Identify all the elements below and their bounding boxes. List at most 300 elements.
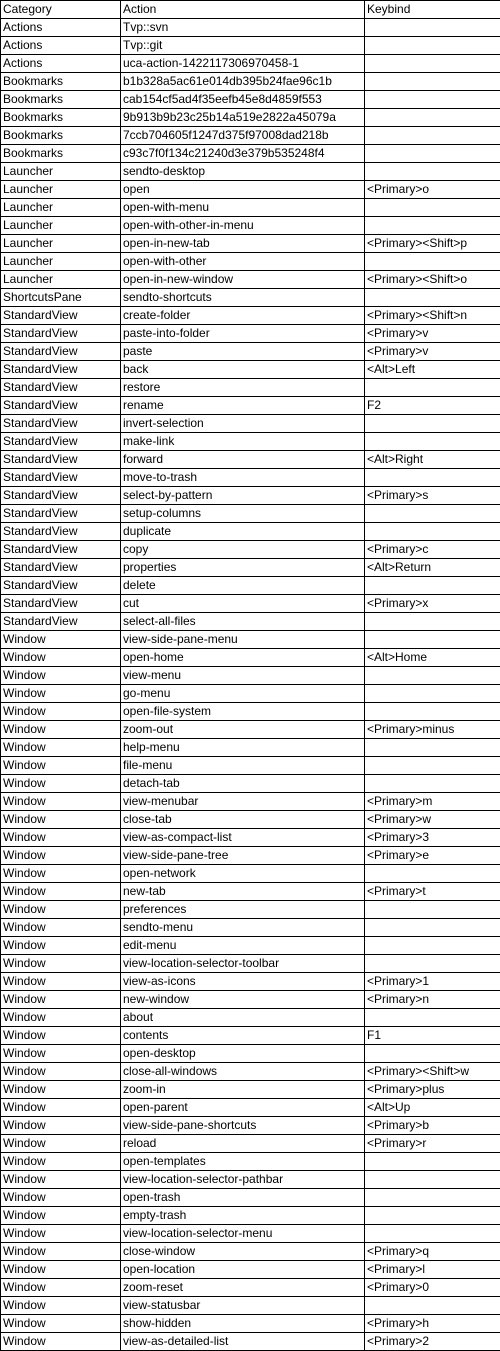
category-cell: Launcher bbox=[1, 253, 121, 271]
action-cell: select-by-pattern bbox=[121, 487, 365, 505]
action-cell: close-tab bbox=[121, 811, 365, 829]
table-row bbox=[1, 91, 500, 109]
category-cell: Window bbox=[1, 1189, 121, 1207]
category-cell: Window bbox=[1, 703, 121, 721]
action-cell: duplicate bbox=[121, 523, 365, 541]
action-cell: close-window bbox=[121, 1243, 365, 1261]
category-cell: Launcher bbox=[1, 271, 121, 289]
keybind-cell: <Primary>v bbox=[365, 325, 500, 343]
table-row bbox=[1, 559, 500, 577]
action-cell: Tvp::git bbox=[121, 37, 365, 55]
category-cell: StandardView bbox=[1, 577, 121, 595]
action-cell: detach-tab bbox=[121, 775, 365, 793]
category-cell: Window bbox=[1, 1063, 121, 1081]
category-cell: Window bbox=[1, 1243, 121, 1261]
category-cell: StandardView bbox=[1, 613, 121, 631]
category-cell: Window bbox=[1, 991, 121, 1009]
keybind-cell bbox=[365, 55, 500, 73]
keybind-cell bbox=[365, 775, 500, 793]
keybind-cell: <Primary>c bbox=[365, 541, 500, 559]
category-cell: Launcher bbox=[1, 217, 121, 235]
keybind-cell bbox=[365, 505, 500, 523]
table-row bbox=[1, 451, 500, 469]
action-cell: view-location-selector-toolbar bbox=[121, 955, 365, 973]
table-row bbox=[1, 757, 500, 775]
table-row bbox=[1, 1027, 500, 1045]
table-row bbox=[1, 1243, 500, 1261]
category-cell: Window bbox=[1, 1009, 121, 1027]
action-header: Action bbox=[121, 1, 365, 19]
action-cell: new-tab bbox=[121, 883, 365, 901]
action-cell: zoom-out bbox=[121, 721, 365, 739]
table-row bbox=[1, 199, 500, 217]
category-cell: Launcher bbox=[1, 235, 121, 253]
category-cell: Window bbox=[1, 775, 121, 793]
category-header: Category bbox=[1, 1, 121, 19]
action-cell: view-statusbar bbox=[121, 1297, 365, 1315]
category-cell: Window bbox=[1, 1207, 121, 1225]
action-cell: contents bbox=[121, 1027, 365, 1045]
action-cell: open-file-system bbox=[121, 703, 365, 721]
table-row bbox=[1, 1279, 500, 1297]
keybind-cell: <Alt>Home bbox=[365, 649, 500, 667]
category-cell: Window bbox=[1, 1171, 121, 1189]
action-cell: make-link bbox=[121, 433, 365, 451]
action-cell: back bbox=[121, 361, 365, 379]
category-cell: ShortcutsPane bbox=[1, 289, 121, 307]
table-row bbox=[1, 1153, 500, 1171]
table-row bbox=[1, 1171, 500, 1189]
table-row bbox=[1, 343, 500, 361]
category-cell: Bookmarks bbox=[1, 73, 121, 91]
table-row bbox=[1, 289, 500, 307]
category-cell: Window bbox=[1, 1261, 121, 1279]
table-row bbox=[1, 1225, 500, 1243]
table-row bbox=[1, 991, 500, 1009]
keybind-cell bbox=[365, 163, 500, 181]
table-row bbox=[1, 955, 500, 973]
action-cell: open-trash bbox=[121, 1189, 365, 1207]
category-cell: StandardView bbox=[1, 541, 121, 559]
keybind-cell bbox=[365, 667, 500, 685]
category-cell: Window bbox=[1, 1027, 121, 1045]
table-row bbox=[1, 1063, 500, 1081]
keybind-cell: <Primary>x bbox=[365, 595, 500, 613]
category-cell: Launcher bbox=[1, 199, 121, 217]
table-row bbox=[1, 829, 500, 847]
keybind-cell: <Primary>w bbox=[365, 811, 500, 829]
table-row bbox=[1, 775, 500, 793]
keybind-cell: <Primary><Shift>n bbox=[365, 307, 500, 325]
action-cell: file-menu bbox=[121, 757, 365, 775]
keybind-cell: <Primary>plus bbox=[365, 1081, 500, 1099]
category-cell: Window bbox=[1, 847, 121, 865]
keybind-cell: <Primary>0 bbox=[365, 1279, 500, 1297]
table-row bbox=[1, 181, 500, 199]
action-cell: open-with-other bbox=[121, 253, 365, 271]
keybind-cell bbox=[365, 739, 500, 757]
table-row bbox=[1, 523, 500, 541]
table-row bbox=[1, 1117, 500, 1135]
action-cell: open-in-new-window bbox=[121, 271, 365, 289]
table-row bbox=[1, 1099, 500, 1117]
keybind-cell bbox=[365, 199, 500, 217]
action-cell: rename bbox=[121, 397, 365, 415]
action-cell: sendto-desktop bbox=[121, 163, 365, 181]
header-row bbox=[1, 1, 500, 19]
action-cell: copy bbox=[121, 541, 365, 559]
table-row bbox=[1, 415, 500, 433]
category-cell: StandardView bbox=[1, 361, 121, 379]
keybind-cell bbox=[365, 523, 500, 541]
keybind-cell bbox=[365, 1297, 500, 1315]
category-cell: StandardView bbox=[1, 397, 121, 415]
keybind-cell bbox=[365, 865, 500, 883]
keybind-cell bbox=[365, 37, 500, 55]
table-row bbox=[1, 847, 500, 865]
table-row bbox=[1, 1135, 500, 1153]
category-cell: Window bbox=[1, 667, 121, 685]
table-row bbox=[1, 703, 500, 721]
keybind-cell: <Primary>q bbox=[365, 1243, 500, 1261]
action-cell: go-menu bbox=[121, 685, 365, 703]
action-cell: forward bbox=[121, 451, 365, 469]
action-cell: empty-trash bbox=[121, 1207, 365, 1225]
category-cell: Launcher bbox=[1, 163, 121, 181]
action-cell: open-with-menu bbox=[121, 199, 365, 217]
table-row bbox=[1, 1297, 500, 1315]
action-cell: help-menu bbox=[121, 739, 365, 757]
keybind-cell: F1 bbox=[365, 1027, 500, 1045]
keybind-cell: <Primary>r bbox=[365, 1135, 500, 1153]
table-row bbox=[1, 487, 500, 505]
keybind-cell bbox=[365, 253, 500, 271]
action-cell: zoom-reset bbox=[121, 1279, 365, 1297]
action-cell: show-hidden bbox=[121, 1315, 365, 1333]
category-cell: Window bbox=[1, 631, 121, 649]
table-row bbox=[1, 865, 500, 883]
keybind-cell bbox=[365, 19, 500, 37]
keybind-cell bbox=[365, 757, 500, 775]
action-cell: view-as-detailed-list bbox=[121, 1333, 365, 1351]
action-cell: reload bbox=[121, 1135, 365, 1153]
action-cell: paste bbox=[121, 343, 365, 361]
category-cell: StandardView bbox=[1, 433, 121, 451]
category-cell: Window bbox=[1, 901, 121, 919]
category-cell: Window bbox=[1, 955, 121, 973]
category-cell: Window bbox=[1, 1081, 121, 1099]
category-cell: Window bbox=[1, 1153, 121, 1171]
keybind-cell: <Primary>minus bbox=[365, 721, 500, 739]
table-row bbox=[1, 1207, 500, 1225]
keybind-cell bbox=[365, 379, 500, 397]
action-cell: invert-selection bbox=[121, 415, 365, 433]
category-cell: Window bbox=[1, 793, 121, 811]
keybind-cell: <Primary>3 bbox=[365, 829, 500, 847]
table-row bbox=[1, 469, 500, 487]
table-row bbox=[1, 37, 500, 55]
category-cell: Window bbox=[1, 739, 121, 757]
keybind-cell: <Primary>1 bbox=[365, 973, 500, 991]
action-cell: delete bbox=[121, 577, 365, 595]
category-cell: StandardView bbox=[1, 325, 121, 343]
keybind-cell bbox=[365, 1009, 500, 1027]
action-cell: 7ccb704605f1247d375f97008dad218b bbox=[121, 127, 365, 145]
action-cell: open-network bbox=[121, 865, 365, 883]
table-row bbox=[1, 685, 500, 703]
action-cell: view-location-selector-pathbar bbox=[121, 1171, 365, 1189]
keybind-cell bbox=[365, 289, 500, 307]
action-cell: view-side-pane-shortcuts bbox=[121, 1117, 365, 1135]
action-cell: open-home bbox=[121, 649, 365, 667]
keybind-cell bbox=[365, 685, 500, 703]
action-cell: open-parent bbox=[121, 1099, 365, 1117]
keybind-cell: <Primary>s bbox=[365, 487, 500, 505]
table-row bbox=[1, 397, 500, 415]
category-cell: Window bbox=[1, 811, 121, 829]
action-cell: b1b328a5ac61e014db395b24fae96c1b bbox=[121, 73, 365, 91]
table-row bbox=[1, 1081, 500, 1099]
action-cell: view-side-pane-tree bbox=[121, 847, 365, 865]
action-cell: Tvp::svn bbox=[121, 19, 365, 37]
category-cell: Window bbox=[1, 865, 121, 883]
category-cell: Window bbox=[1, 1315, 121, 1333]
category-cell: Window bbox=[1, 1225, 121, 1243]
action-cell: view-location-selector-menu bbox=[121, 1225, 365, 1243]
action-cell: about bbox=[121, 1009, 365, 1027]
action-cell: open-location bbox=[121, 1261, 365, 1279]
keybind-cell: <Primary>b bbox=[365, 1117, 500, 1135]
action-cell: paste-into-folder bbox=[121, 325, 365, 343]
table-row bbox=[1, 325, 500, 343]
category-cell: Launcher bbox=[1, 181, 121, 199]
category-cell: Bookmarks bbox=[1, 127, 121, 145]
table-row bbox=[1, 811, 500, 829]
category-cell: Window bbox=[1, 937, 121, 955]
action-cell: open-templates bbox=[121, 1153, 365, 1171]
keybind-cell bbox=[365, 631, 500, 649]
table-row bbox=[1, 127, 500, 145]
table-row bbox=[1, 55, 500, 73]
action-cell: restore bbox=[121, 379, 365, 397]
action-cell: cut bbox=[121, 595, 365, 613]
table-row bbox=[1, 145, 500, 163]
keybind-cell: <Primary><Shift>o bbox=[365, 271, 500, 289]
category-cell: Window bbox=[1, 1297, 121, 1315]
category-cell: StandardView bbox=[1, 469, 121, 487]
category-cell: Actions bbox=[1, 55, 121, 73]
table-row bbox=[1, 109, 500, 127]
action-cell: open bbox=[121, 181, 365, 199]
action-cell: view-menubar bbox=[121, 793, 365, 811]
table-row bbox=[1, 541, 500, 559]
category-cell: Window bbox=[1, 973, 121, 991]
table-row bbox=[1, 919, 500, 937]
keybind-cell: <Alt>Return bbox=[365, 559, 500, 577]
table-row bbox=[1, 1045, 500, 1063]
action-cell: new-window bbox=[121, 991, 365, 1009]
action-cell: edit-menu bbox=[121, 937, 365, 955]
category-cell: StandardView bbox=[1, 487, 121, 505]
keybind-cell bbox=[365, 901, 500, 919]
action-cell: sendto-menu bbox=[121, 919, 365, 937]
keybind-cell: <Primary>t bbox=[365, 883, 500, 901]
table-row bbox=[1, 901, 500, 919]
table-row bbox=[1, 1333, 500, 1351]
table-row bbox=[1, 739, 500, 757]
keybind-cell bbox=[365, 109, 500, 127]
keybind-header: Keybind bbox=[365, 1, 500, 19]
category-cell: Bookmarks bbox=[1, 91, 121, 109]
keybind-cell: <Primary><Shift>p bbox=[365, 235, 500, 253]
keybind-cell bbox=[365, 919, 500, 937]
category-cell: StandardView bbox=[1, 451, 121, 469]
keybind-cell bbox=[365, 1225, 500, 1243]
keybind-cell: F2 bbox=[365, 397, 500, 415]
action-cell: preferences bbox=[121, 901, 365, 919]
category-cell: Window bbox=[1, 829, 121, 847]
category-cell: Window bbox=[1, 1045, 121, 1063]
keybind-cell bbox=[365, 217, 500, 235]
table-row bbox=[1, 595, 500, 613]
table-row bbox=[1, 307, 500, 325]
action-cell: c93c7f0f134c21240d3e379b535248f4 bbox=[121, 145, 365, 163]
table-row bbox=[1, 163, 500, 181]
action-cell: properties bbox=[121, 559, 365, 577]
table-row bbox=[1, 19, 500, 37]
keybind-cell: <Primary>h bbox=[365, 1315, 500, 1333]
category-cell: StandardView bbox=[1, 559, 121, 577]
keybind-cell bbox=[365, 1045, 500, 1063]
keybind-cell: <Primary>2 bbox=[365, 1333, 500, 1351]
category-cell: Window bbox=[1, 1333, 121, 1351]
category-cell: Window bbox=[1, 1135, 121, 1153]
category-cell: Bookmarks bbox=[1, 109, 121, 127]
table-row bbox=[1, 649, 500, 667]
action-cell: 9b913b9b23c25b14a519e2822a45079a bbox=[121, 109, 365, 127]
keybind-cell bbox=[365, 1189, 500, 1207]
table-row bbox=[1, 613, 500, 631]
keybind-cell bbox=[365, 469, 500, 487]
table-row bbox=[1, 1189, 500, 1207]
action-cell: view-as-icons bbox=[121, 973, 365, 991]
table-row bbox=[1, 1009, 500, 1027]
table-row bbox=[1, 667, 500, 685]
keybind-cell: <Primary>n bbox=[365, 991, 500, 1009]
keybind-cell bbox=[365, 1171, 500, 1189]
action-cell: view-as-compact-list bbox=[121, 829, 365, 847]
keybind-cell: <Alt>Right bbox=[365, 451, 500, 469]
action-cell: setup-columns bbox=[121, 505, 365, 523]
keybind-cell: <Primary>l bbox=[365, 1261, 500, 1279]
category-cell: Actions bbox=[1, 19, 121, 37]
keybind-cell bbox=[365, 577, 500, 595]
keybind-cell bbox=[365, 73, 500, 91]
action-cell: zoom-in bbox=[121, 1081, 365, 1099]
keybind-cell: <Primary><Shift>w bbox=[365, 1063, 500, 1081]
keybind-cell: <Primary>m bbox=[365, 793, 500, 811]
action-cell: cab154cf5ad4f35eefb45e8d4859f553 bbox=[121, 91, 365, 109]
category-cell: Window bbox=[1, 919, 121, 937]
keybind-cell bbox=[365, 1153, 500, 1171]
category-cell: StandardView bbox=[1, 343, 121, 361]
category-cell: StandardView bbox=[1, 505, 121, 523]
category-cell: Window bbox=[1, 1279, 121, 1297]
category-cell: Window bbox=[1, 757, 121, 775]
table-row bbox=[1, 1261, 500, 1279]
action-cell: uca-action-1422117306970458-1 bbox=[121, 55, 365, 73]
category-cell: StandardView bbox=[1, 415, 121, 433]
table-row bbox=[1, 73, 500, 91]
table-row bbox=[1, 235, 500, 253]
keybind-cell bbox=[365, 127, 500, 145]
category-cell: StandardView bbox=[1, 379, 121, 397]
action-cell: open-desktop bbox=[121, 1045, 365, 1063]
action-cell: close-all-windows bbox=[121, 1063, 365, 1081]
table-row bbox=[1, 631, 500, 649]
category-cell: Window bbox=[1, 883, 121, 901]
keybind-cell: <Primary>v bbox=[365, 343, 500, 361]
category-cell: Window bbox=[1, 649, 121, 667]
keybind-cell bbox=[365, 937, 500, 955]
keybind-cell: <Alt>Left bbox=[365, 361, 500, 379]
table-row bbox=[1, 253, 500, 271]
keybind-cell: <Alt>Up bbox=[365, 1099, 500, 1117]
table-row bbox=[1, 271, 500, 289]
action-cell: open-with-other-in-menu bbox=[121, 217, 365, 235]
table-row bbox=[1, 577, 500, 595]
category-cell: Window bbox=[1, 721, 121, 739]
table-row bbox=[1, 1315, 500, 1333]
keybind-cell bbox=[365, 1207, 500, 1225]
table-row bbox=[1, 793, 500, 811]
category-cell: Actions bbox=[1, 37, 121, 55]
table-row bbox=[1, 973, 500, 991]
action-cell: open-in-new-tab bbox=[121, 235, 365, 253]
action-cell: move-to-trash bbox=[121, 469, 365, 487]
table-row bbox=[1, 379, 500, 397]
category-cell: Window bbox=[1, 1117, 121, 1135]
keybind-cell bbox=[365, 415, 500, 433]
keybind-cell bbox=[365, 433, 500, 451]
keybind-cell: <Primary>e bbox=[365, 847, 500, 865]
table-row bbox=[1, 361, 500, 379]
table-row bbox=[1, 433, 500, 451]
action-cell: sendto-shortcuts bbox=[121, 289, 365, 307]
table-row bbox=[1, 217, 500, 235]
action-cell: view-menu bbox=[121, 667, 365, 685]
keybind-cell bbox=[365, 703, 500, 721]
table-row bbox=[1, 505, 500, 523]
action-cell: select-all-files bbox=[121, 613, 365, 631]
category-cell: Bookmarks bbox=[1, 145, 121, 163]
category-cell: Window bbox=[1, 685, 121, 703]
keybind-cell bbox=[365, 955, 500, 973]
keybind-cell bbox=[365, 613, 500, 631]
table-row bbox=[1, 937, 500, 955]
table-row bbox=[1, 721, 500, 739]
category-cell: StandardView bbox=[1, 595, 121, 613]
category-cell: StandardView bbox=[1, 523, 121, 541]
keybind-cell bbox=[365, 145, 500, 163]
keybind-cell bbox=[365, 91, 500, 109]
keybind-cell: <Primary>o bbox=[365, 181, 500, 199]
table-body bbox=[1, 19, 500, 1351]
action-cell: view-side-pane-menu bbox=[121, 631, 365, 649]
table-row bbox=[1, 883, 500, 901]
action-cell: create-folder bbox=[121, 307, 365, 325]
category-cell: StandardView bbox=[1, 307, 121, 325]
